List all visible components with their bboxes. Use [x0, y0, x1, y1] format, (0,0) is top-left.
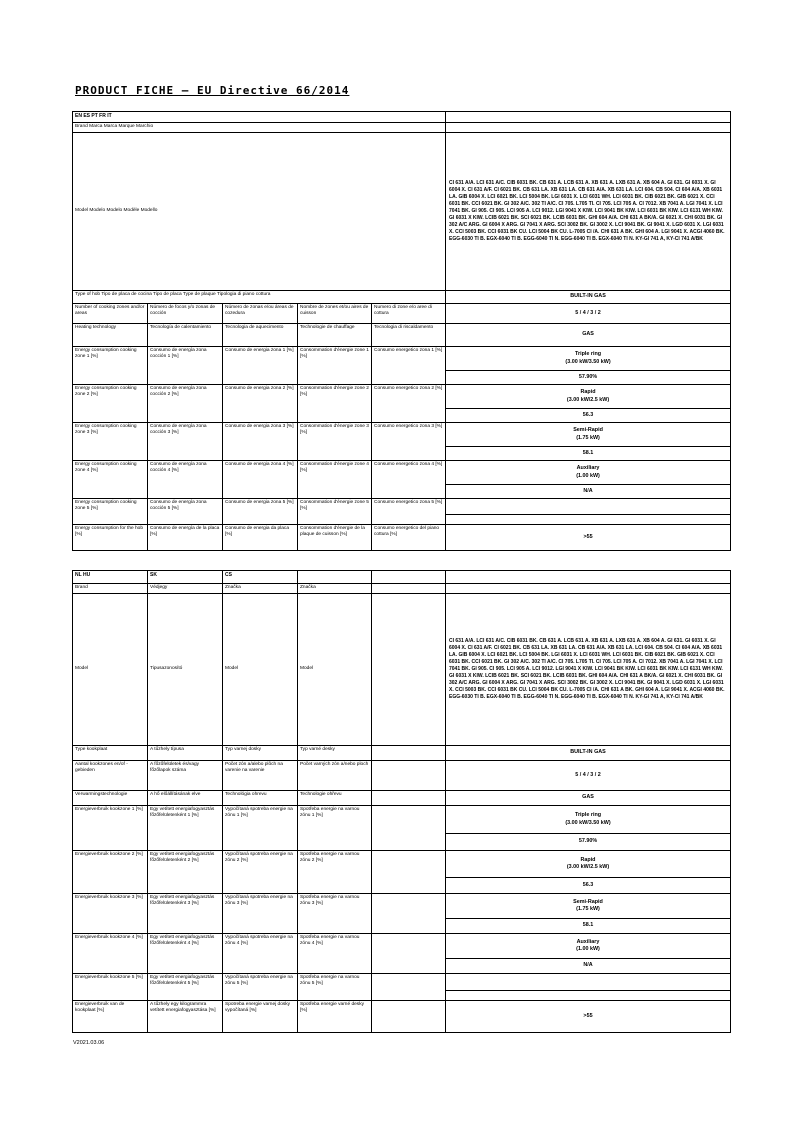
t1-heating-label-it: Tecnologia di riscaldamento — [372, 324, 446, 347]
t2-language-empty-2 — [372, 571, 446, 584]
t1-energy4-label-pt: Consumo de energia zona 4 [%] — [223, 461, 298, 499]
t1-energy1-burner-power: (3.00 kW/3.50 kW) — [565, 358, 611, 365]
t2-energy2-burner-name: Rapid — [580, 856, 596, 863]
t2-heating-label-nl: Verwarmingstechnologie — [73, 791, 148, 806]
t1-language-value-cell — [446, 112, 731, 123]
t2-brand-row — [73, 584, 731, 594]
t2-energy4-label-nl: Energieverbruik kookzone 4 [%] — [73, 934, 148, 974]
t2-language-cs: CS — [223, 571, 298, 584]
t1-energy-zone1-row — [73, 347, 731, 371]
t2-hob-type-value: BUILT-IN GAS — [446, 746, 731, 761]
t1-hob-total-label-es: Consumo de energía de la placa [%] — [148, 525, 223, 551]
t1-energy5-label-pt: Consumo de energia zona 5 [%] — [223, 499, 298, 525]
t2-energy1-value: 57.90% — [446, 834, 731, 851]
t2-zones-label-empty — [372, 761, 446, 791]
t1-hob-total-label-pt: Consumo de energia da placa [%] — [223, 525, 298, 551]
t2-energy-zone2-row — [73, 851, 731, 878]
t1-energy2-burner-name: Rapid — [580, 389, 596, 396]
t2-energy5-label-nl: Energieverbruik kookzone 5 [%] — [73, 974, 148, 1001]
t2-model-label-hu: Tipusazonosító — [148, 594, 223, 746]
t1-energy2-burner-power: (3.00 kW/2.5 kW) — [566, 396, 610, 403]
t1-energy4-label-es: Consumo de energía zona cocción 4 [%] — [148, 461, 223, 499]
t2-heating-label-cs: Technologie ohřevu — [298, 791, 372, 806]
t2-energy2-label-empty — [372, 851, 446, 894]
t2-model-label-sk: Model — [223, 594, 298, 746]
t2-brand-label-hu: Védjegy — [148, 584, 223, 594]
t2-energy5-label-empty — [372, 974, 446, 1001]
t2-language-empty-1 — [298, 571, 372, 584]
t2-hob-type-label-sk: Typ varnej dosky — [223, 746, 298, 761]
t1-energy3-label-en: Energy consumption cooking zone 3 [%] — [73, 423, 148, 461]
t2-energy3-label-hu: Egy vetített energiafogyasztás főzőfelületenként 3 [%] — [148, 894, 223, 934]
t1-energy-zone5-row — [73, 499, 731, 515]
t1-energy-zone3-row — [73, 423, 731, 447]
t2-energy3-label-empty — [372, 894, 446, 934]
t1-energy4-burner-name: Auxiliary — [576, 465, 600, 472]
t1-zones-count-value: 5 / 4 / 3 / 2 — [446, 304, 731, 324]
t2-energy-zone5-row — [73, 974, 731, 991]
t1-energy2-label-en: Energy consumption cooking zone 2 [%] — [73, 385, 148, 423]
t1-zones-label-it: Numero di zone e/o aree di cottura — [372, 304, 446, 324]
t2-energy1-burner-cell — [446, 806, 731, 834]
t2-hob-type-label-nl: Type kookplaat — [73, 746, 148, 761]
t2-hob-type-row — [73, 746, 731, 761]
t2-energy5-label-cs: Spotřeba energie na varnou zónu 5 [%] — [298, 974, 372, 1001]
t2-brand-value — [446, 584, 731, 594]
t1-energy3-label-pt: Consumo de energia zona 3 [%] — [223, 423, 298, 461]
t2-hob-total-value: >55 — [446, 1001, 731, 1033]
t1-energy1-label-es: Consumo de energía zona cocción 1 [%] — [148, 347, 223, 385]
t1-energy4-value: N/A — [446, 485, 731, 499]
t1-language-header-row — [73, 112, 731, 123]
t2-energy2-label-cs: Spotřeba energie na varnou zónu 2 [%] — [298, 851, 372, 894]
t2-model-row — [73, 594, 731, 746]
t1-energy4-label-it: Consumo energetico zona 4 [%] — [372, 461, 446, 499]
t2-energy2-value: 56.3 — [446, 878, 731, 894]
t1-zones-label-es: Número de focos y/o zonas de cocción — [148, 304, 223, 324]
t2-language-nl-hu: NL HU — [73, 571, 148, 584]
t2-energy4-burner-power: (1.00 kW) — [576, 946, 600, 952]
t1-brand-row — [73, 123, 731, 133]
t1-energy4-label-fr: Consommation d'énergie zone 4 [%] — [298, 461, 372, 499]
t1-energy1-value: 57.90% — [446, 371, 731, 385]
t2-energy4-burner-name: Auxiliary — [576, 938, 600, 945]
t1-energy-zone2-row — [73, 385, 731, 409]
t2-energy5-label-sk: Vypočítaná spotreba energie na zónu 5 [%] — [223, 974, 298, 1001]
t1-energy2-label-pt: Consumo de energia zona 2 [%] — [223, 385, 298, 423]
t2-zones-label-sk: Počet zón a/alebo plôch na varenie na varenie — [223, 761, 298, 791]
t1-hob-total-value: >55 — [446, 525, 731, 551]
t2-language-value-cell — [446, 571, 731, 584]
t1-energy1-label-it: Consumo energetico zona 1 [%] — [372, 347, 446, 385]
t2-energy1-label-hu: Egy vetített energiafogyasztás főzőfelületenként 1 [%] — [148, 806, 223, 851]
t2-energy4-label-sk: Vypočítaná spotreba energie na zónu 4 [%] — [223, 934, 298, 974]
t2-hob-total-label-nl: Energieverbruik van de kookplaat [%] — [73, 1001, 148, 1033]
t1-energy5-label-it: Consumo energetico zona 5 [%] — [372, 499, 446, 525]
t1-brand-label: Brand Marca Marca Marque Marchio — [73, 123, 446, 133]
t2-language-sk: SK — [148, 571, 223, 584]
t1-energy5-label-fr: Consommation d'énergie zone 5 [%] — [298, 499, 372, 525]
t2-energy3-burner-power: (1.75 kW) — [576, 906, 600, 912]
t1-heating-label-fr: Technologie de chauffage — [298, 324, 372, 347]
t2-brand-label-sk: Značka — [223, 584, 298, 594]
t2-hob-total-row — [73, 1001, 731, 1033]
t2-energy3-label-sk: Vypočítaná spotreba energie na zónu 3 [%] — [223, 894, 298, 934]
product-fiche-table-1 — [72, 111, 731, 551]
t2-energy3-label-cs: Spotřeba energie na varnou zónu 3 [%] — [298, 894, 372, 934]
t1-energy5-burner-cell — [446, 499, 731, 515]
t2-hob-type-label-cs: Typ varné desky — [298, 746, 372, 761]
t2-energy2-label-sk: Vypočítaná spotreba energie na zónu 2 [%] — [223, 851, 298, 894]
t1-heating-row — [73, 324, 731, 347]
t2-energy1-burner-name: Triple ring — [574, 812, 602, 819]
t1-energy3-label-fr: Consommation d'énergie zone 3 [%] — [298, 423, 372, 461]
t2-energy3-burner-cell — [446, 894, 731, 919]
t1-energy-zone4-row — [73, 461, 731, 485]
t1-hob-type-label: Type of hob Tipo de placa de cocina Tipo de placa Type de plaque Tipologia di piano cottura — [73, 291, 446, 304]
t2-model-label-cs: Model — [298, 594, 372, 746]
t1-energy3-burner-cell — [446, 423, 731, 447]
t2-model-list: CI 631 A/A. LCI 631 A/C. CIB 6031 BK. CB 631 A. LCB 631 A. XB 631 A. LXB 631 A. XB 604 A. GI 631. GI 6031 X. GI 6004 X. CI 631 A/F. CI 6021 BK. CB 631 LA. XB 631 LA. CB 631 A/A. XB 631 LA. LCI 604. CB 504. CI 604 A/A. XB 6031 LA. GIB 6004 X. LCI 6021 BK. LCI 5004 BK. LGI 6031 X. LCI 6031 WH. LCI 6031 BK. CIB 6021 BK. GIB 6021 X. CCI 6031 BK. CCI 6021 BK. GI 302 A/C. 302 TI A/C. CI 705. L705 TI. CI 705. LCI 705 A. CI 7012. XB 7041 A. LGI 7041 X. LCI 7041 BK. GI 905. CI 905. LCI 905 A. LCI 9012. LGI 9041 X KIW. LCI 9041 BK KIW. LCI 6031 BK KIW. LCI 6131 WH KIW. GI 6031 X KIW. LCIB 6021 BK. SCI 6021 BK. LCIB 6031 BK. GHI 604 A/A. CHI 631 A BK/A. GI 6021 X. CHI 6031 BK. GI 302 A/C ARG. GI 6004 X ARG. GI 7041 X ARG. SCI 3002 BK. GI 3002 X. LCI 9041 BK. GI 9041 X. LGD 6031 X. LGI 6031 X. CCI 5003 BK. CCI 6031 BK CU. LCI 5004 BK CU. L-7005 CI /A. CHI 631 A BK. GHI 604 A. LGI 9041 X. ACGI 4060 BK. EGG-6030 TI B. EGX-6040 TI B. EGG-6040 TI N. EGG-6040 TI B. EGX-6040 TI N. KY-GI 741 A, KY-CI 741 A/BK — [446, 594, 731, 746]
t1-energy5-label-es: Consumo de energía zona cocción 5 [%] — [148, 499, 223, 525]
t1-energy4-label-en: Energy consumption cooking zone 4 [%] — [73, 461, 148, 499]
t1-energy2-label-es: Consumo de energía zona cocción 2 [%] — [148, 385, 223, 423]
t2-zones-label-nl: Aantal kookzones en/of -gebieden — [73, 761, 148, 791]
t2-heating-label-empty — [372, 791, 446, 806]
t1-energy3-label-es: Consumo de energía zona cocción 3 [%] — [148, 423, 223, 461]
t2-energy1-label-empty — [372, 806, 446, 851]
t2-energy3-burner-name: Semi-Rapid — [573, 898, 603, 905]
t2-zones-label-hu: A főzőfelületek és/vagy főzőlapok száma — [148, 761, 223, 791]
t2-hob-total-label-hu: A tűzhely egy kilogrammra vetített energiafogyasztása [%] — [148, 1001, 223, 1033]
t1-heating-label-es: Tecnología de calentamiento — [148, 324, 223, 347]
document-version: V2021.03.06 — [73, 1040, 105, 1046]
t2-energy4-burner-cell — [446, 934, 731, 959]
t1-energy2-label-it: Consumo energetico zona 2 [%] — [372, 385, 446, 423]
t2-energy1-label-cs: Spotřeba energie na varnou zónu 1 [%] — [298, 806, 372, 851]
t1-energy1-label-pt: Consumo de energia zona 1 [%] — [223, 347, 298, 385]
t1-energy1-burner-cell — [446, 347, 731, 371]
t1-hob-total-label-en: Energy consumption for the hob [%] — [73, 525, 148, 551]
t1-energy4-burner-cell — [446, 461, 731, 485]
t1-hob-type-value: BUILT-IN GAS — [446, 291, 731, 304]
t1-energy3-burner-name: Semi-Rapid — [573, 427, 603, 434]
t2-energy1-burner-power: (3.00 kW/3.50 kW) — [565, 819, 611, 826]
t2-hob-total-label-empty — [372, 1001, 446, 1033]
t2-energy3-value: 58.1 — [446, 919, 731, 934]
t1-energy2-burner-cell — [446, 385, 731, 409]
t2-energy4-label-empty — [372, 934, 446, 974]
t2-hob-total-label-sk: Spotreba energie varnej dosky vypočítaná [%] — [223, 1001, 298, 1033]
t2-energy2-burner-cell — [446, 851, 731, 878]
t2-hob-type-label-empty — [372, 746, 446, 761]
t1-zones-label-pt: Número de zonas e/ou áreas de cozedura — [223, 304, 298, 324]
t1-energy1-label-fr: Consommation d'énergie zone 1 [%] — [298, 347, 372, 385]
t1-hob-total-label-fr: Consommation d'énergie de la plaque de cuisson [%] — [298, 525, 372, 551]
t2-energy5-burner-cell — [446, 974, 731, 991]
t2-zones-count-row — [73, 761, 731, 791]
t2-energy2-label-hu: Egy vetített energiafogyasztás főzőfelületenként 2 [%] — [148, 851, 223, 894]
t2-language-header-row — [73, 571, 731, 584]
product-fiche-table-2 — [72, 570, 731, 1033]
t1-hob-type-row — [73, 291, 731, 304]
t1-brand-value — [446, 123, 731, 133]
t1-heating-value: GAS — [446, 324, 731, 347]
t1-energy5-label-en: Energy consumption cooking zone 5 [%] — [73, 499, 148, 525]
t2-energy-zone3-row — [73, 894, 731, 919]
t2-energy1-label-nl: Energieverbruik kookzone 1 [%] — [73, 806, 148, 851]
t2-model-label-empty — [372, 594, 446, 746]
t1-energy1-burner-name: Triple ring — [575, 351, 602, 358]
page-title: PRODUCT FICHE – EU Directive 66/2014 — [75, 84, 350, 97]
t2-hob-type-label-hu: A tűzhely típusa — [148, 746, 223, 761]
t2-hob-total-label-cs: Spotřeba energie varné desky [%] — [298, 1001, 372, 1033]
t1-energy2-label-fr: Consommation d'énergie zone 2 [%] — [298, 385, 372, 423]
t2-zones-label-cs: Počet varných zón a/nebo ploch — [298, 761, 372, 791]
t2-zones-count-value: 5 / 4 / 3 / 2 — [446, 761, 731, 791]
t1-model-list: CI 631 A/A. LCI 631 A/C. CIB 6031 BK. CB 631 A. LCB 631 A. XB 631 A. LXB 631 A. XB 604 A. GI 631. GI 6031 X. GI 6004 X. CI 631 A/F. CI 6021 BK. CB 631 LA. XB 631 LA. CB 631 A/A. XB 631 LA. LCI 604. CB 504. CI 604 A/A. XB 6031 LA. GIB 6004 X. LCI 6021 BK. LCI 5004 BK. LGI 6031 X. LCI 6031 WH. LCI 6031 BK. CIB 6021 BK. GIB 6021 X. CCI 6031 BK. CCI 6021 BK. GI 302 A/C. 302 TI A/C. CI 705. L705 TI. CI 705. LCI 705 A. CI 7012. XB 7041 A. LGI 7041 X. LCI 7041 BK. GI 905. CI 905. LCI 905 A. LCI 9012. LGI 9041 X KIW. LCI 9041 BK KIW. LCI 6031 BK KIW. LCI 6131 WH KIW. GI 6031 X KIW. LCIB 6021 BK. SCI 6021 BK. LCIB 6031 BK. GHI 604 A/A. CHI 631 A BK/A. GI 6021 X. CHI 6031 BK. GI 302 A/C ARG. GI 6004 X ARG. GI 7041 X ARG. SCI 3002 BK. GI 3002 X. LCI 9041 BK. GI 9041 X. LGD 6031 X. LGI 6031 X. CCI 5003 BK. CCI 6031 BK CU. LCI 5004 BK CU. L-7005 CI /A. CHI 631 A BK. GHI 604 A. LGI 9041 X. ACGI 4060 BK. EGG-6030 TI B. EGX-6040 TI B. EGG-6040 TI N. EGG-6040 TI B. EGX-6040 TI N. KY-GI 741 A, KY-CI 741 A/BK — [446, 133, 731, 291]
t2-energy3-label-nl: Energieverbruik kookzone 3 [%] — [73, 894, 148, 934]
t1-energy3-label-it: Consumo energetico zona 3 [%] — [372, 423, 446, 461]
t2-energy4-label-hu: Egy vetített energiafogyasztás főzőfelületenként 4 [%] — [148, 934, 223, 974]
t2-heating-label-sk: Technológia ohrevu — [223, 791, 298, 806]
t2-energy5-label-hu: Egy vetített energiafogyasztás főzőfelületenként 5 [%] — [148, 974, 223, 1001]
t2-model-label-nl: Model — [73, 594, 148, 746]
t1-heating-label-pt: Tecnologia de aquecimento — [223, 324, 298, 347]
t1-energy3-burner-power: (1.75 kW) — [576, 434, 600, 441]
t1-energy4-burner-power: (1.00 kW) — [576, 472, 600, 479]
t1-model-row — [73, 133, 731, 291]
t2-energy5-value — [446, 991, 731, 1001]
t2-energy4-label-cs: Spotřeba energie na varnou zónu 4 [%] — [298, 934, 372, 974]
t2-brand-label-empty — [372, 584, 446, 594]
t2-brand-label-cs: Značka — [298, 584, 372, 594]
t1-hob-total-row — [73, 525, 731, 551]
t1-zones-label-en: Number of cooking zones and/or areas — [73, 304, 148, 324]
t2-brand-label-nl: Brand — [73, 584, 148, 594]
t1-energy3-value: 58.1 — [446, 447, 731, 461]
t2-heating-value: GAS — [446, 791, 731, 806]
t2-energy-zone1-row — [73, 806, 731, 834]
t2-energy4-value: N/A — [446, 959, 731, 974]
t1-zones-count-row — [73, 304, 731, 324]
t1-energy5-value — [446, 515, 731, 525]
t1-energy1-label-en: Energy consumption cooking zone 1 [%] — [73, 347, 148, 385]
t2-energy-zone4-row — [73, 934, 731, 959]
t1-energy2-value: 56.3 — [446, 409, 731, 423]
t1-model-label: Model Modelo Modelo Modèle Modello — [73, 133, 446, 291]
t2-energy1-label-sk: Vypočítaná spotreba energie na zónu 1 [%] — [223, 806, 298, 851]
t2-energy2-label-nl: Energieverbruik kookzone 2 [%] — [73, 851, 148, 894]
t1-heating-label-en: Heating technology — [73, 324, 148, 347]
t2-energy2-burner-power: (3.00 kW/2.5 kW) — [566, 864, 610, 870]
t2-heating-row — [73, 791, 731, 806]
t1-language-codes: EN ES PT FR IT — [73, 112, 446, 123]
t2-heating-label-hu: A hő előállításának elve — [148, 791, 223, 806]
t1-zones-label-fr: Nombre de zones et/ou aires de cuisson — [298, 304, 372, 324]
t1-hob-total-label-it: Consumo energetico del piano cottura [%] — [372, 525, 446, 551]
